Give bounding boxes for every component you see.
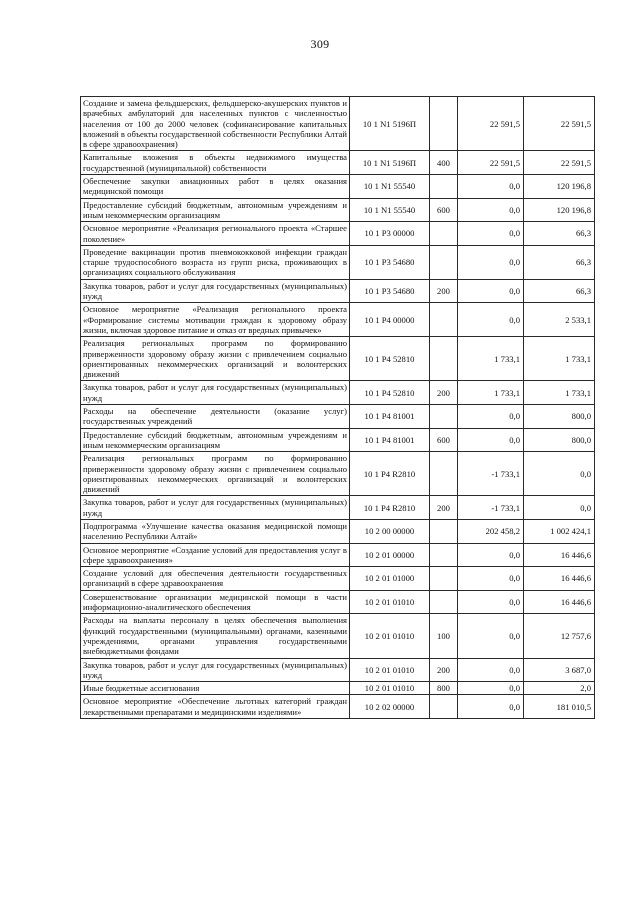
row-amount-2-cell: 22 591,5 xyxy=(524,97,595,151)
row-code-cell: 10 1 P3 54680 xyxy=(350,245,430,279)
row-expense-type-cell: 400 xyxy=(430,151,458,175)
row-code-cell: 10 1 P4 R2810 xyxy=(350,496,430,520)
row-name-cell: Подпрограмма «Улучшение качества оказания медицинской помощи населению Республики Алтай» xyxy=(81,519,350,543)
row-expense-type-cell xyxy=(430,97,458,151)
table-row xyxy=(81,452,595,496)
row-expense-type-cell: 200 xyxy=(430,658,458,682)
row-expense-type-cell xyxy=(430,303,458,337)
row-amount-2-cell: 120 196,8 xyxy=(524,175,595,199)
row-amount-1-cell: 0,0 xyxy=(458,198,524,222)
row-name-cell: Создание условий для обеспечения деятельности государственных организаций в сфере здравоохранения xyxy=(81,567,350,591)
row-code-cell: 10 1 P4 00000 xyxy=(350,303,430,337)
row-code-cell: 10 2 02 00000 xyxy=(350,695,430,719)
table-row xyxy=(81,381,595,405)
row-name-cell: Закупка товаров, работ и услуг для государственных (муниципальных) нужд xyxy=(81,381,350,405)
row-amount-2-cell: 181 010,5 xyxy=(524,695,595,719)
table-row xyxy=(81,543,595,567)
table-row xyxy=(81,590,595,614)
row-expense-type-cell xyxy=(430,405,458,429)
table-row xyxy=(81,567,595,591)
row-amount-1-cell: 22 591,5 xyxy=(458,151,524,175)
row-amount-1-cell: 0,0 xyxy=(458,590,524,614)
row-amount-2-cell: 12 757,6 xyxy=(524,614,595,658)
row-expense-type-cell xyxy=(430,222,458,246)
row-amount-1-cell: 0,0 xyxy=(458,245,524,279)
row-code-cell: 10 2 01 01010 xyxy=(350,614,430,658)
row-code-cell: 10 1 N1 55540 xyxy=(350,175,430,199)
row-expense-type-cell xyxy=(430,337,458,381)
table-row xyxy=(81,175,595,199)
row-code-cell: 10 2 01 01010 xyxy=(350,590,430,614)
row-amount-2-cell: 1 733,1 xyxy=(524,381,595,405)
row-amount-2-cell: 1 733,1 xyxy=(524,337,595,381)
row-amount-2-cell: 2,0 xyxy=(524,682,595,695)
row-name-cell: Предоставление субсидий бюджетным, автономным учреждениям и иным некоммерческим организациям xyxy=(81,428,350,452)
row-name-cell: Основное мероприятие «Реализация регионального проекта «Формирование системы мотивации граждан к здоровому образу жизни, включая здоровое питание и отказ от вредных привычек» xyxy=(81,303,350,337)
row-amount-1-cell: 0,0 xyxy=(458,614,524,658)
row-expense-type-cell: 600 xyxy=(430,428,458,452)
row-expense-type-cell xyxy=(430,590,458,614)
row-amount-1-cell: 0,0 xyxy=(458,567,524,591)
table-row xyxy=(81,614,595,658)
row-code-cell: 10 1 P4 R2810 xyxy=(350,452,430,496)
row-name-cell: Закупка товаров, работ и услуг для государственных (муниципальных) нужд xyxy=(81,496,350,520)
row-amount-2-cell: 16 446,6 xyxy=(524,590,595,614)
row-amount-1-cell: 0,0 xyxy=(458,222,524,246)
row-name-cell: Реализация региональных программ по формированию приверженности здоровому образу жизни с привлечением социально ориентированных некоммерческих организаций и волонтерских движений xyxy=(81,452,350,496)
row-code-cell: 10 1 P3 00000 xyxy=(350,222,430,246)
row-code-cell: 10 1 P4 52810 xyxy=(350,381,430,405)
table-row xyxy=(81,97,595,151)
row-code-cell: 10 1 P4 52810 xyxy=(350,337,430,381)
row-name-cell: Совершенствование организации медицинской помощи в части информационно-аналитического обеспечения xyxy=(81,590,350,614)
table-row xyxy=(81,279,595,303)
row-amount-1-cell: 1 733,1 xyxy=(458,381,524,405)
row-expense-type-cell: 100 xyxy=(430,614,458,658)
row-name-cell: Закупка товаров, работ и услуг для государственных (муниципальных) нужд xyxy=(81,279,350,303)
row-amount-2-cell: 22 591,5 xyxy=(524,151,595,175)
row-code-cell: 10 2 00 00000 xyxy=(350,519,430,543)
row-amount-2-cell: 1 002 424,1 xyxy=(524,519,595,543)
row-expense-type-cell xyxy=(430,175,458,199)
row-amount-2-cell: 66,3 xyxy=(524,279,595,303)
row-name-cell: Реализация региональных программ по формированию приверженности здоровому образу жизни с привлечением социально ориентированных некоммерческих организаций и волонтерских движений xyxy=(81,337,350,381)
row-name-cell: Предоставление субсидий бюджетным, автономным учреждениям и иным некоммерческим организациям xyxy=(81,198,350,222)
row-amount-2-cell: 800,0 xyxy=(524,428,595,452)
row-expense-type-cell xyxy=(430,452,458,496)
row-amount-1-cell: -1 733,1 xyxy=(458,452,524,496)
row-expense-type-cell xyxy=(430,543,458,567)
row-amount-1-cell: 0,0 xyxy=(458,428,524,452)
row-amount-2-cell: 2 533,1 xyxy=(524,303,595,337)
row-expense-type-cell: 800 xyxy=(430,682,458,695)
row-expense-type-cell: 200 xyxy=(430,381,458,405)
table-row xyxy=(81,405,595,429)
row-name-cell: Основное мероприятие «Обеспечение льготных категорий граждан лекарственными препаратами и медицинскими изделиями» xyxy=(81,695,350,719)
row-amount-2-cell: 3 687,0 xyxy=(524,658,595,682)
row-amount-1-cell: 0,0 xyxy=(458,303,524,337)
row-amount-1-cell: 22 591,5 xyxy=(458,97,524,151)
row-amount-1-cell: 0,0 xyxy=(458,405,524,429)
row-amount-2-cell: 0,0 xyxy=(524,496,595,520)
table-row xyxy=(81,519,595,543)
row-expense-type-cell: 200 xyxy=(430,496,458,520)
budget-table-body xyxy=(81,97,595,719)
row-amount-1-cell: 0,0 xyxy=(458,543,524,567)
row-amount-1-cell: 0,0 xyxy=(458,279,524,303)
table-row xyxy=(81,337,595,381)
row-name-cell: Основное мероприятие «Создание условий для предоставления услуг в сфере здравоохранения» xyxy=(81,543,350,567)
table-row xyxy=(81,303,595,337)
row-amount-2-cell: 16 446,6 xyxy=(524,567,595,591)
row-code-cell: 10 2 01 01010 xyxy=(350,682,430,695)
table-row xyxy=(81,695,595,719)
row-code-cell: 10 1 N1 55540 xyxy=(350,198,430,222)
row-code-cell: 10 1 P4 81001 xyxy=(350,428,430,452)
table-row xyxy=(81,245,595,279)
row-name-cell: Обеспечение закупки авиационных работ в целях оказания медицинской помощи xyxy=(81,175,350,199)
row-name-cell: Создание и замена фельдшерских, фельдшерско-акушерских пунктов и врачебных амбулаторий для населенных пунктов с численностью населения от 100 до 2000 человек (софинансирование капитальных вложений в объекты государственной собственности Республики Алтай в сфере здравоохранения) xyxy=(81,97,350,151)
row-expense-type-cell xyxy=(430,245,458,279)
row-amount-2-cell: 66,3 xyxy=(524,245,595,279)
row-amount-2-cell: 66,3 xyxy=(524,222,595,246)
row-amount-1-cell: 0,0 xyxy=(458,658,524,682)
row-amount-1-cell: 0,0 xyxy=(458,682,524,695)
row-amount-1-cell: 0,0 xyxy=(458,175,524,199)
table-row xyxy=(81,222,595,246)
row-amount-1-cell: 1 733,1 xyxy=(458,337,524,381)
row-expense-type-cell xyxy=(430,519,458,543)
row-code-cell: 10 1 N1 5196П xyxy=(350,97,430,151)
row-expense-type-cell: 600 xyxy=(430,198,458,222)
row-name-cell: Расходы на обеспечение деятельности (оказание услуг) государственных учреждений xyxy=(81,405,350,429)
table-row xyxy=(81,658,595,682)
row-expense-type-cell: 200 xyxy=(430,279,458,303)
row-expense-type-cell xyxy=(430,695,458,719)
table-row xyxy=(81,198,595,222)
row-amount-2-cell: 120 196,8 xyxy=(524,198,595,222)
row-amount-1-cell: -1 733,1 xyxy=(458,496,524,520)
row-name-cell: Проведение вакцинации против пневмококковой инфекции граждан старше трудоспособного возраста из групп риска, проживающих в организациях социального обслуживания xyxy=(81,245,350,279)
row-amount-1-cell: 0,0 xyxy=(458,695,524,719)
table-row xyxy=(81,682,595,695)
row-code-cell: 10 1 P3 54680 xyxy=(350,279,430,303)
row-name-cell: Капитальные вложения в объекты недвижимого имущества государственной (муниципальной) собственности xyxy=(81,151,350,175)
row-amount-1-cell: 202 458,2 xyxy=(458,519,524,543)
row-name-cell: Основное мероприятие «Реализация регионального проекта «Старшее поколение» xyxy=(81,222,350,246)
row-code-cell: 10 1 P4 81001 xyxy=(350,405,430,429)
row-amount-2-cell: 16 446,6 xyxy=(524,543,595,567)
row-name-cell: Расходы на выплаты персоналу в целях обеспечения выполнения функций государственными (муниципальными) органами, казенными учреждениями, органами управления государственными внебюджетными фондами xyxy=(81,614,350,658)
row-expense-type-cell xyxy=(430,567,458,591)
row-amount-2-cell: 0,0 xyxy=(524,452,595,496)
table-row xyxy=(81,428,595,452)
row-code-cell: 10 1 N1 5196П xyxy=(350,151,430,175)
row-code-cell: 10 2 01 01000 xyxy=(350,567,430,591)
budget-table xyxy=(80,96,595,719)
table-row xyxy=(81,151,595,175)
table-row xyxy=(81,496,595,520)
row-amount-2-cell: 800,0 xyxy=(524,405,595,429)
row-name-cell: Закупка товаров, работ и услуг для государственных (муниципальных) нужд xyxy=(81,658,350,682)
row-code-cell: 10 2 01 00000 xyxy=(350,543,430,567)
row-name-cell: Иные бюджетные ассигнования xyxy=(81,682,350,695)
row-code-cell: 10 2 01 01010 xyxy=(350,658,430,682)
page-number: 309 xyxy=(310,37,330,51)
